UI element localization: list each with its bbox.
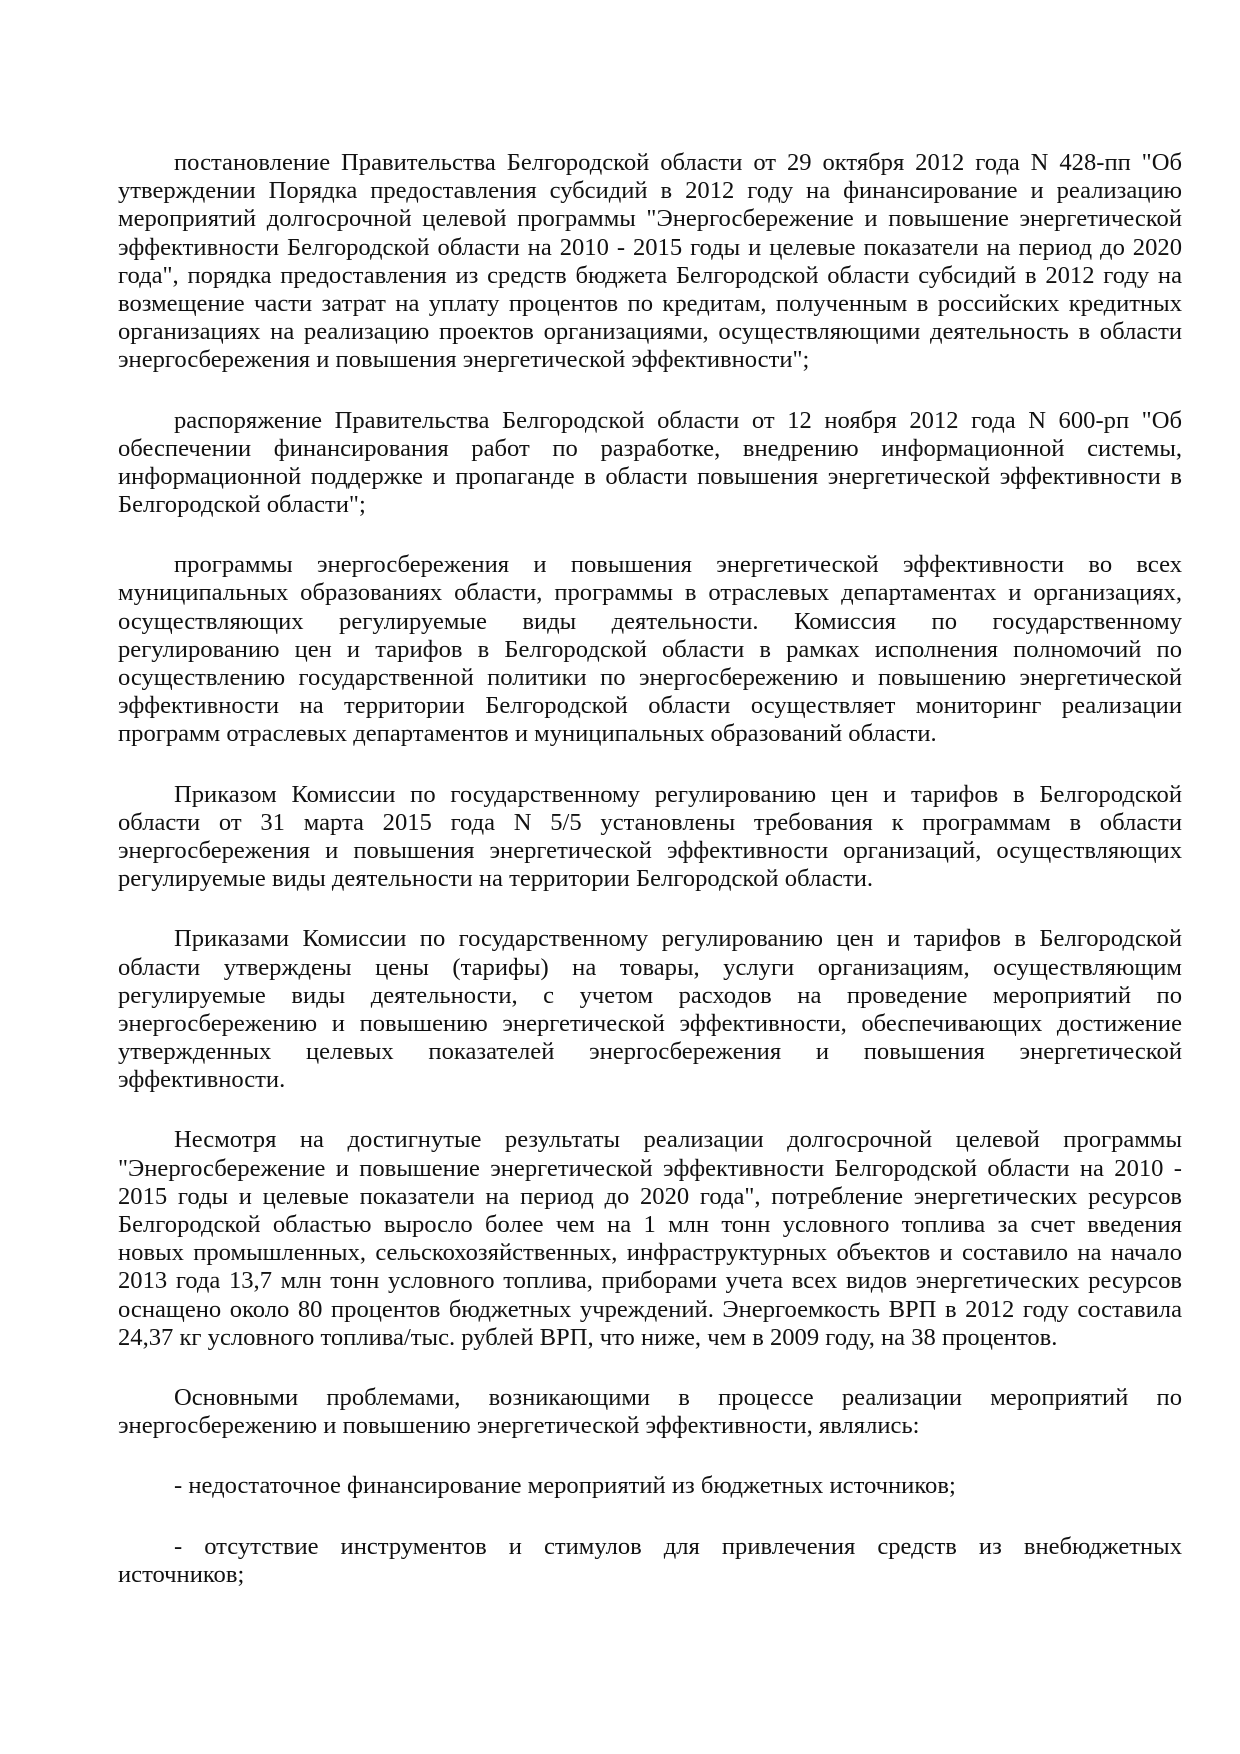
text-line: обеспечении финансирования работ по разработке, внедрению информационной системы, (118, 434, 1182, 462)
paragraph-order-600rp (118, 407, 1182, 520)
text-line: Приказом Комиссии по государственному регулированию цен и тарифов в Белгородской (174, 780, 1182, 808)
text-line: эффективности Белгородской области на 2010 - 2015 годы и целевые показатели на период до 2020 (118, 233, 1182, 261)
paragraph-tariffs (118, 925, 1182, 1094)
text-line: Приказами Комиссии по государственному регулированию цен и тарифов в Белгородской (174, 925, 1182, 953)
paragraph-results (118, 1126, 1182, 1352)
text-line: распоряжение Правительства Белгородской области от 12 ноября 2012 года N 600-рп "Об (174, 406, 1182, 434)
text-line: области утверждены цены (тарифы) на товары, услуги организациям, осуществляющим (118, 953, 1182, 981)
text-line: регулируемые виды деятельности на территории Белгородской области. (118, 865, 874, 893)
text-line: Несмотря на достигнутые результаты реализации долгосрочной целевой программы (174, 1126, 1182, 1154)
text-line: 2015 годы и целевые показатели на период до 2020 года", потребление энергетических ресурсов (118, 1182, 1182, 1210)
text-line: утверждении Порядка предоставления субсидий в 2012 году на финансирование и реализацию (118, 177, 1182, 205)
text-line: эффективности. (118, 1066, 286, 1094)
text-line: эффективности на территории Белгородской области осуществляет мониторинг реализации (118, 692, 1182, 720)
text-line: утвержденных целевых показателей энергосбережения и повышения энергетической (118, 1038, 1182, 1066)
list-item-insufficient-funding (118, 1472, 1182, 1500)
text-line: 24,37 кг условного топлива/тыс. рублей ВРП, что ниже, чем в 2009 году, на 38 процентов. (118, 1323, 1058, 1351)
text-line: источников; (118, 1560, 245, 1588)
text-line: регулированию цен и тарифов в Белгородской области в рамках исполнения полномочий по (118, 635, 1182, 663)
list-item-lack-of-incentives (118, 1533, 1182, 1589)
text-line: регулируемые виды деятельности, с учетом расходов на проведение мероприятий по (118, 981, 1182, 1009)
text-line: области от 31 марта 2015 года N 5/5 установлены требования к программам в области (118, 808, 1182, 836)
document-page (118, 149, 1182, 1621)
paragraph-commission-order-5-5 (118, 781, 1182, 894)
paragraph-main-problems (118, 1384, 1182, 1440)
paragraph-resolution-428pp (118, 149, 1182, 375)
text-line: "Энергосбережение и повышение энергетической эффективности Белгородской области на 2010 - (118, 1154, 1182, 1182)
text-line: года", порядка предоставления из средств бюджета Белгородской области субсидий в 2012 году на (118, 261, 1182, 289)
text-line: организациях на реализацию проектов организациями, осуществляющими деятельность в области (118, 318, 1182, 346)
text-line: осуществляющих регулируемые виды деятельности. Комиссия по государственному (118, 607, 1182, 635)
text-line: постановление Правительства Белгородской области от 29 октября 2012 года N 428-пп "Об (174, 149, 1182, 176)
text-line: энергосбережения и повышения энергетической эффективности"; (118, 346, 810, 374)
text-line: осуществлению государственной политики по энергосбережению и повышению энергетической (118, 664, 1182, 691)
text-line: возмещение части затрат на уплату процентов по кредитам, полученным в российских кредитных (118, 289, 1182, 317)
text-line: мероприятий долгосрочной целевой программы "Энергосбережение и повышение энергетической (118, 205, 1182, 233)
text-line: оснащено около 80 процентов бюджетных учреждений. Энергоемкость ВРП в 2012 году составила (118, 1295, 1182, 1323)
text-line: информационной поддержке и пропаганде в области повышения энергетической эффективности в (118, 462, 1182, 490)
paragraph-municipal-programs (118, 551, 1182, 748)
text-line: Белгородской областью выросло более чем на 1 млн тонн условного топлива за счет введения (118, 1211, 1182, 1238)
text-line: энергосбережению и повышению энергетической эффективности, являлись: (118, 1412, 920, 1440)
text-line: программы энергосбережения и повышения энергетической эффективности во всех (174, 551, 1182, 579)
text-line: Белгородской области"; (118, 491, 366, 519)
text-line: муниципальных образованиях области, программы в отраслевых департаментах и организациях, (118, 579, 1182, 607)
text-line: энергосбережения и повышения энергетической эффективности организаций, осуществляющих (118, 836, 1182, 864)
text-line: - недостаточное финансирование мероприятий из бюджетных источников; (174, 1472, 956, 1500)
text-line: новых промышленных, сельскохозяйственных, инфраструктурных объектов и составило на начало (118, 1239, 1182, 1267)
text-line: 2013 года 13,7 млн тонн условного топлива, приборами учета всех видов энергетических ресурсов (118, 1267, 1182, 1295)
text-line: энергосбережению и повышению энергетической эффективности, обеспечивающих достижение (118, 1009, 1182, 1037)
text-line: программ отраслевых департаментов и муниципальных образований области. (118, 720, 937, 748)
text-line: - отсутствие инструментов и стимулов для привлечения средств из внебюджетных (174, 1532, 1182, 1560)
text-line: Основными проблемами, возникающими в процессе реализации мероприятий по (174, 1383, 1182, 1411)
